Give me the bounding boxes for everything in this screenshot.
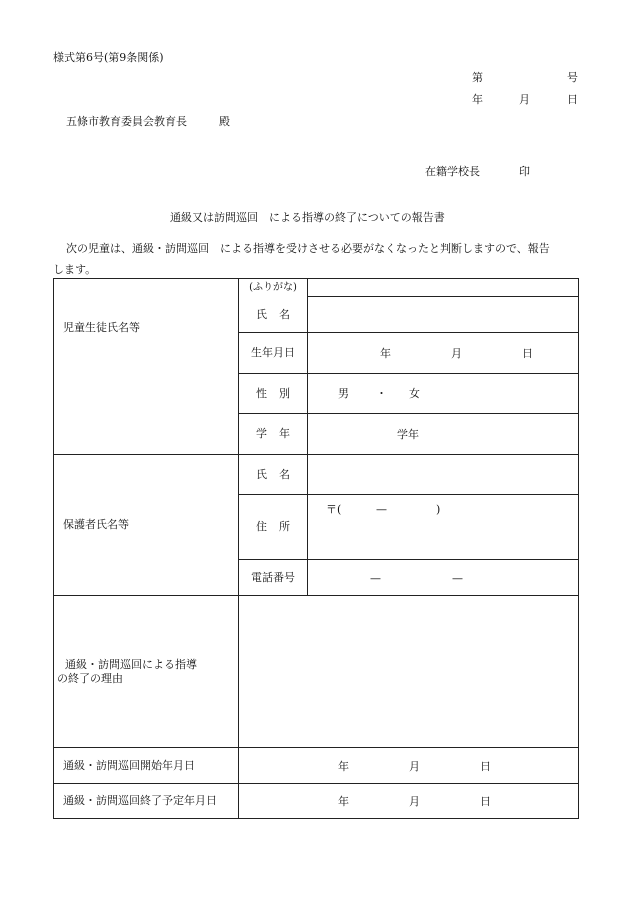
birthdate-label: 生年月日 <box>239 333 308 374</box>
student-section-label: 児童生徒氏名等 <box>54 333 239 455</box>
student-name-field[interactable] <box>308 297 579 333</box>
end-date-field[interactable] <box>239 784 579 819</box>
doc-date-month: 月 <box>519 93 530 106</box>
report-form-table <box>53 278 579 819</box>
gender-male[interactable]: 男 <box>338 387 349 400</box>
furigana-field[interactable] <box>308 279 579 297</box>
birthdate-field[interactable] <box>308 333 579 374</box>
doc-number-prefix: 第 <box>472 71 483 84</box>
end-month-unit: 月 <box>409 795 420 808</box>
doc-date-year: 年 <box>472 93 483 106</box>
reason-label: 通級・訪問巡回による指導 の終了の理由 <box>54 596 239 748</box>
postal-dash: — <box>376 503 387 516</box>
doc-date-day: 日 <box>567 93 578 106</box>
address-label: 住所 <box>239 495 308 560</box>
postal-open: 〒( <box>326 503 342 516</box>
phone-label: 電話番号 <box>239 560 308 596</box>
birth-year-unit: 年 <box>380 347 391 360</box>
address-field[interactable] <box>308 495 579 560</box>
start-year-unit: 年 <box>338 760 349 773</box>
grade-field[interactable] <box>308 414 579 455</box>
start-day-unit: 日 <box>480 760 491 773</box>
end-day-unit: 日 <box>480 795 491 808</box>
grade-suffix: 学年 <box>397 428 419 441</box>
start-date-label: 通級・訪問巡回開始年月日 <box>54 748 239 784</box>
document-title: 通級又は訪問巡回 による指導の終了についての報告書 <box>170 211 445 224</box>
form-number: 様式第6号(第9条関係) <box>53 51 164 64</box>
guardian-name-field[interactable] <box>308 455 579 495</box>
phone-dash-1: — <box>370 572 381 585</box>
postal-close: ) <box>436 503 441 516</box>
intro-line-2: します。 <box>53 263 97 276</box>
phone-dash-2: — <box>452 572 463 585</box>
guardian-name-label: 氏名 <box>239 455 308 495</box>
grade-label: 学年 <box>239 414 308 455</box>
birth-month-unit: 月 <box>451 347 462 360</box>
gender-label: 性別 <box>239 374 308 414</box>
phone-field[interactable] <box>308 560 579 596</box>
addressee-name: 五條市教育委員会教育長 <box>66 115 187 128</box>
end-date-label: 通級・訪問巡回終了予定年月日 <box>54 784 239 819</box>
gender-female[interactable]: 女 <box>409 387 420 400</box>
addressee-honorific: 殿 <box>219 115 230 128</box>
intro-line-1: 次の児童は、通級・訪問巡回 による指導を受けさせる必要がなくなったと判断しますので、報告 <box>66 242 550 255</box>
start-date-field[interactable] <box>239 748 579 784</box>
reason-field[interactable] <box>239 596 579 748</box>
sender-title: 在籍学校長 <box>425 165 480 178</box>
gender-field[interactable] <box>308 374 579 414</box>
guardian-section-label: 保護者氏名等 <box>54 455 239 596</box>
gender-separator: ・ <box>376 387 387 400</box>
doc-number-suffix: 号 <box>567 71 578 84</box>
birth-day-unit: 日 <box>522 347 533 360</box>
sender-seal: 印 <box>519 165 530 178</box>
furigana-label: (ふりがな) <box>239 279 308 297</box>
student-name-label: 氏名 <box>239 297 308 333</box>
end-year-unit: 年 <box>338 795 349 808</box>
start-month-unit: 月 <box>409 760 420 773</box>
